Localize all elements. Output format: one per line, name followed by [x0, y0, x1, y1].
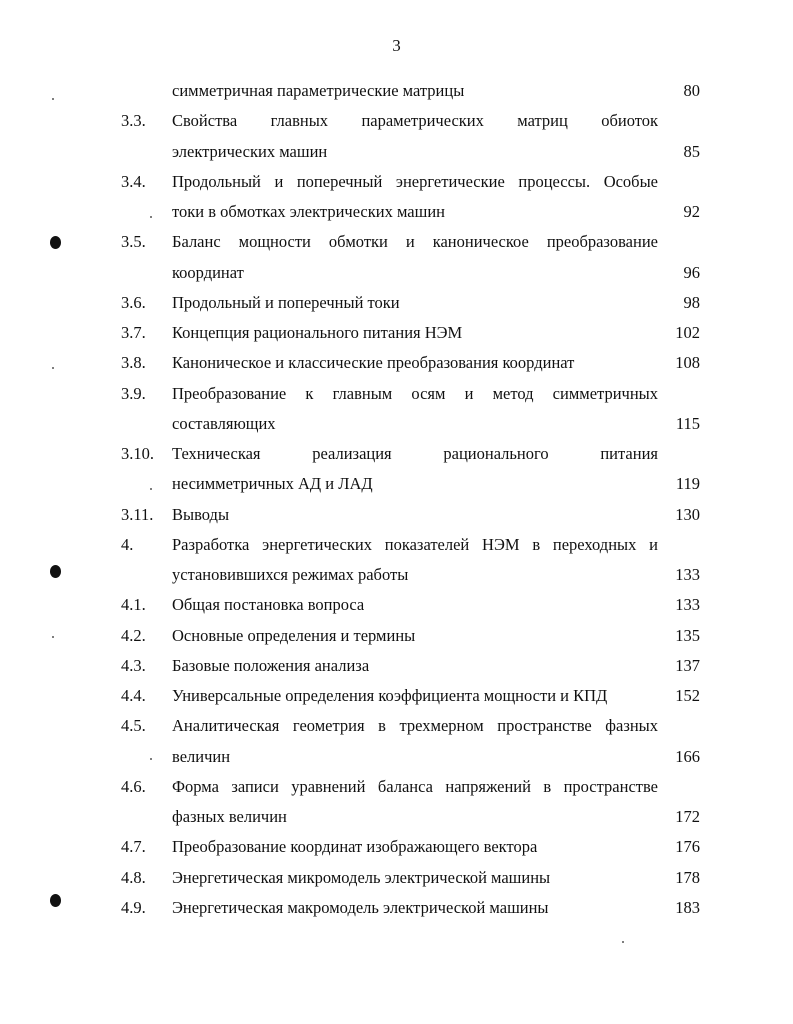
toc-page-number: 80 [683, 81, 700, 100]
toc-section-number: 3.8. [121, 353, 146, 373]
page-number: 3 [392, 36, 401, 55]
toc-line [0, 76, 793, 106]
toc-page-number: 92 [683, 202, 700, 221]
toc-page-number: 137 [675, 655, 700, 675]
toc-line [0, 106, 793, 136]
toc-entry-text: Энергетическая макромодель электрической машины [172, 897, 549, 917]
toc-entry-text: Общая постановка вопроса [172, 595, 365, 615]
toc-line [0, 651, 793, 681]
toc-entry-text: Продольный и поперечный токи [172, 292, 400, 312]
toc-line [0, 500, 793, 530]
toc-page-number: 172 [675, 807, 700, 826]
toc-entry-text: Форма записи уравнений баланса напряжений в пространстве [172, 776, 658, 796]
toc-line [0, 409, 793, 439]
toc-entry-text: фазных величин [172, 807, 287, 826]
toc-page-number: 98 [683, 292, 700, 312]
toc-line [0, 621, 793, 651]
toc-entry-text: Преобразование к главным осям и метод симметричных [172, 383, 658, 403]
toc-entry-text: Баланс мощности обмотки и каноническое преобразование [172, 232, 658, 252]
toc-line [0, 379, 793, 409]
toc-section-number: 4.5. [121, 716, 146, 736]
toc-page-number: 102 [675, 323, 700, 342]
toc-line [0, 197, 793, 227]
toc-entry-text: величин [172, 746, 231, 766]
toc-section-number: 3.4. [121, 171, 146, 191]
toc-line [0, 681, 793, 711]
toc-section-number: 3.10. [121, 444, 154, 463]
toc-page-number: 96 [683, 262, 700, 282]
toc-line [0, 530, 793, 560]
toc-line [0, 893, 793, 923]
toc-section-number: 4.4. [121, 686, 146, 705]
toc-entry-text: Аналитическая геометрия в трехмерном пространстве фазных [172, 716, 658, 736]
toc-entry-text: координат [172, 262, 244, 282]
toc-line [0, 227, 793, 257]
toc-page-number: 85 [683, 141, 700, 161]
toc-line [0, 742, 793, 772]
toc-entry-text: Разработка энергетических показателей НЭМ в переходных и [172, 534, 658, 554]
toc-page-number: 115 [675, 413, 700, 433]
toc-entry-text: Выводы [172, 504, 230, 524]
toc-section-number: 3.9. [121, 383, 146, 403]
toc-page-number: 166 [675, 746, 700, 766]
toc-entry-text: Продольный и поперечный энергетические процессы. Особые [172, 171, 658, 191]
toc-section-number: 4.1. [121, 595, 146, 615]
toc-line [0, 590, 793, 620]
toc-section-number: 3.7. [121, 323, 146, 342]
toc-line [0, 832, 793, 862]
toc-entry-text: Базовые положения анализа [172, 655, 370, 675]
toc-line [0, 802, 793, 832]
toc-page-number: 108 [675, 353, 700, 373]
toc-entry-text: электрических машин [172, 141, 328, 161]
toc-line [0, 258, 793, 288]
toc-line [0, 288, 793, 318]
toc-section-number: 4.9. [121, 897, 146, 917]
toc-entry-text: Свойства главных параметрических матриц обиоток [172, 111, 658, 131]
toc-line [0, 560, 793, 590]
toc-page-number: 183 [675, 897, 700, 917]
toc-entry-text: установившихся режимах работы [172, 565, 409, 584]
toc-page-number: 152 [675, 686, 700, 705]
toc-entry-text: Концепция рационального питания НЭМ [172, 323, 463, 342]
toc-page-number: 135 [675, 625, 700, 645]
toc-line [0, 348, 793, 378]
toc-entry-text: Энергетическая микромодель электрической машины [172, 867, 551, 887]
table-of-contents [0, 76, 793, 923]
toc-page-number: 133 [675, 595, 700, 615]
toc-page-number: 119 [675, 474, 700, 494]
toc-page-number: 133 [675, 565, 700, 584]
toc-page-number: 176 [675, 837, 700, 857]
toc-section-number: 4.2. [121, 625, 146, 645]
toc-entry-text: Каноническое и классические преобразования координат [172, 353, 575, 373]
toc-section-number: 4.6. [121, 776, 146, 796]
toc-line [0, 439, 793, 469]
toc-page-number: 178 [675, 867, 700, 887]
toc-entry-text: Универсальные определения коэффициента мощности и КПД [172, 686, 608, 705]
toc-section-number: 3.6. [121, 292, 146, 312]
toc-entry-text: токи в обмотках электрических машин [172, 202, 445, 221]
toc-line [0, 137, 793, 167]
toc-line [0, 863, 793, 893]
toc-section-number: 4.7. [121, 837, 146, 857]
toc-entry-text: симметричная параметрические матрицы [172, 81, 465, 100]
toc-line [0, 711, 793, 741]
toc-line [0, 772, 793, 802]
toc-section-number: 4.3. [121, 655, 146, 675]
toc-section-number: 3.11. [121, 504, 154, 524]
toc-entry-text: Техническая реализация рационального питания [172, 444, 658, 463]
toc-section-number: 4. [121, 534, 134, 554]
toc-section-number: 3.3. [121, 111, 146, 131]
toc-line [0, 469, 793, 499]
scan-speck [622, 941, 624, 943]
toc-section-number: 4.8. [121, 867, 146, 887]
toc-entry-text: составляющих [172, 413, 276, 433]
toc-line [0, 318, 793, 348]
toc-entry-text: Основные определения и термины [172, 625, 416, 645]
toc-page-number: 130 [675, 504, 700, 524]
toc-entry-text: несимметричных АД и ЛАД [172, 474, 373, 494]
toc-section-number: 3.5. [121, 232, 146, 252]
toc-line [0, 167, 793, 197]
toc-entry-text: Преобразование координат изображающего вектора [172, 837, 538, 857]
